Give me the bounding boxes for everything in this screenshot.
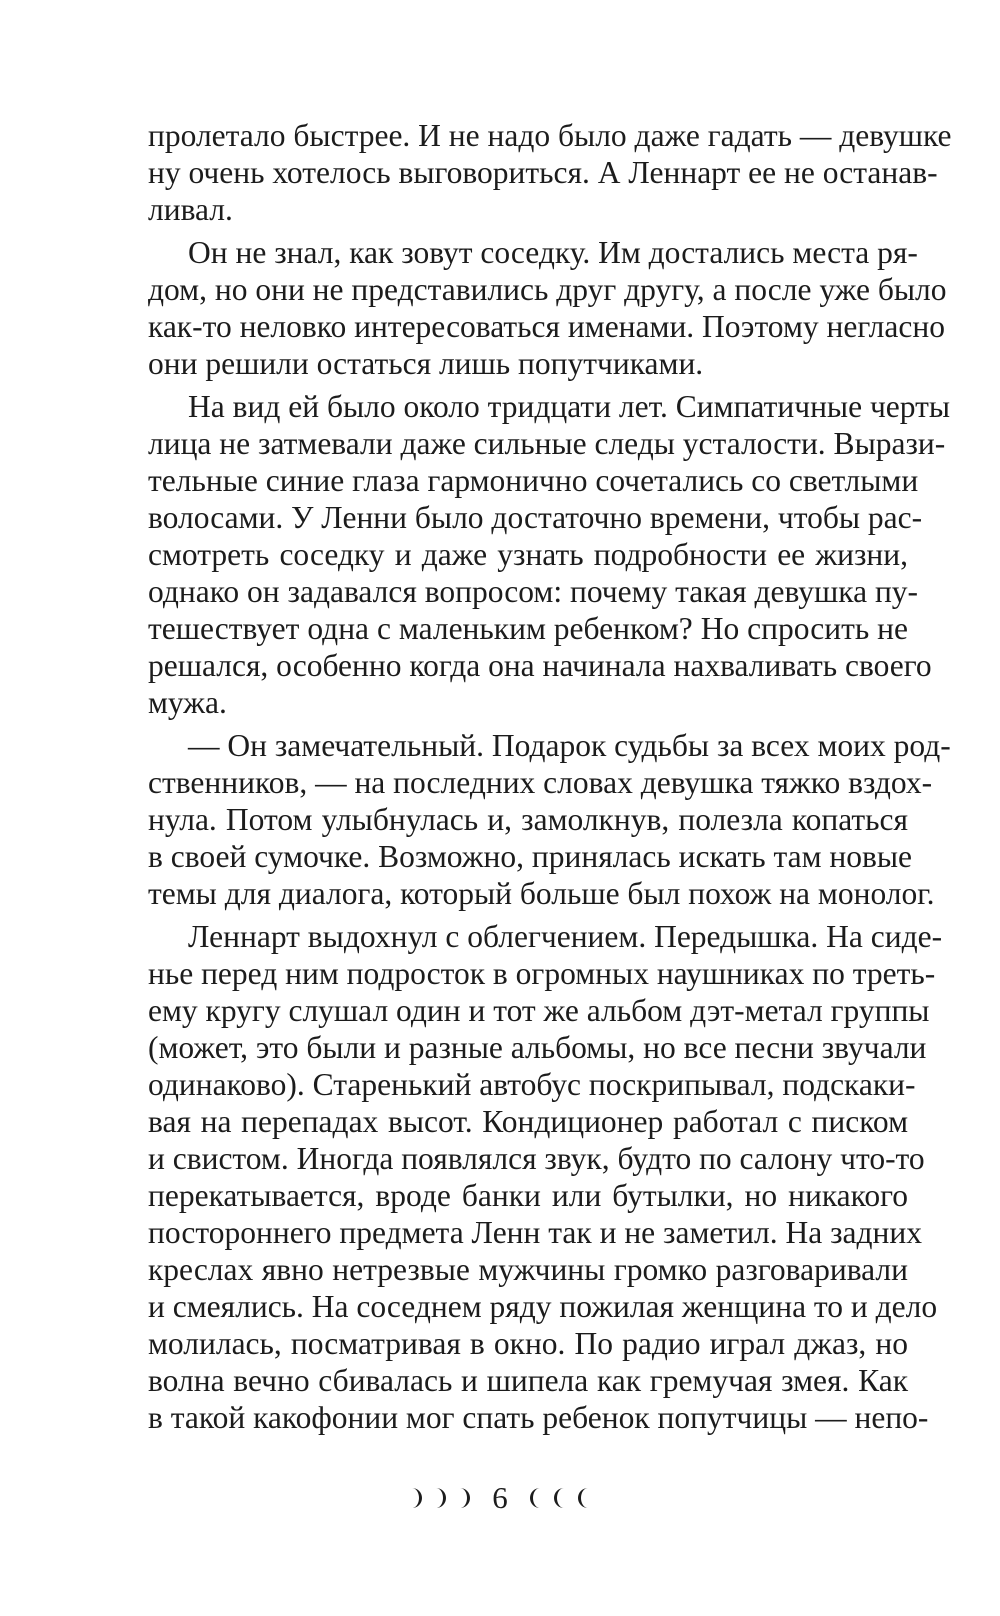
text-line: пролетало быстрее. И не надо было даже гадать — девушке (148, 118, 952, 153)
crescent-moons-left-icon (524, 1486, 594, 1510)
text-line: Он не знал, как зовут соседку. Им достались места ря- (188, 235, 918, 270)
text-line: смотреть соседку и даже узнать подробности ее жизни, (148, 537, 908, 572)
page-number: 6 (492, 1480, 508, 1515)
text-line: На вид ей было около тридцати лет. Симпатичные черты (188, 389, 951, 424)
text-line: ну очень хотелось выговориться. А Леннарт ее не останав- (148, 155, 938, 190)
text-line: дом, но они не представились друг другу, а после уже было (148, 272, 947, 307)
text-line: ственников, — на последних словах девушка тяжко вздох- (148, 765, 933, 800)
text-line: волосами. У Ленни было достаточно времени, чтобы рас- (148, 500, 923, 535)
text-line: в такой какофонии мог спать ребенок попутчицы — непо- (148, 1400, 929, 1435)
paragraph (148, 727, 951, 912)
body-text (148, 117, 952, 1436)
text-line: ему кругу слушал один и тот же альбом дэт-метал группы (148, 993, 930, 1028)
text-line: одинаково). Старенький автобус поскрипывал, подскаки- (148, 1067, 916, 1102)
text-line: темы для диалога, который больше был похож на монолог. (148, 876, 935, 911)
text-line: мужа. (148, 685, 227, 720)
text-line: в своей сумочке. Возможно, принялась искать там новые (148, 839, 913, 874)
text-line: нула. Потом улыбнулась и, замолкнув, полезла копаться (148, 802, 908, 837)
text-line: как-то неловко интересоваться именами. Поэтому негласно (148, 309, 945, 344)
text-line: перекатывается, вроде банки или бутылки, но никакого (148, 1178, 908, 1213)
paragraph (148, 388, 951, 721)
paragraph (148, 234, 947, 382)
text-line: они решили остаться лишь попутчиками. (148, 346, 704, 381)
text-line: и свистом. Иногда появлялся звук, будто по салону что-то (148, 1141, 925, 1176)
text-line: волна вечно сбивалась и шипела как гремучая змея. Как (148, 1363, 908, 1398)
text-line: — Он замечательный. Подарок судьбы за всех моих род- (188, 728, 951, 763)
text-line: лица не затмевали даже сильные следы усталости. Вырази- (148, 426, 946, 461)
text-line: ливал. (148, 192, 233, 227)
text-line: постороннего предмета Ленн так и не заметил. На задних (148, 1215, 922, 1250)
text-line: креслах явно нетрезвые мужчины громко разговаривали (148, 1252, 908, 1287)
text-line: однако он задавался вопросом: почему такая девушка пу- (148, 574, 919, 609)
text-line: нье перед ним подросток в огромных наушниках по треть- (148, 956, 936, 991)
paragraph (148, 918, 943, 1436)
text-line: (может, это были и разные альбомы, но все песни звучали (148, 1030, 927, 1065)
page-footer (0, 1478, 1000, 1518)
text-line: молилась, посматривая в окно. По радио играл джаз, но (148, 1326, 908, 1361)
text-line: тельные синие глаза гармонично сочетались со светлыми (148, 463, 919, 498)
text-line: вая на перепадах высот. Кондиционер работал с писком (148, 1104, 908, 1139)
paragraph (148, 117, 952, 228)
text-line: Леннарт выдохнул с облегчением. Передышка. На сиде- (188, 919, 943, 954)
text-line: тешествует одна с маленьким ребенком? Но спросить не (148, 611, 908, 646)
crescent-moons-right-icon (406, 1486, 476, 1510)
text-line: и смеялись. На соседнем ряду пожилая женщина то и дело (148, 1289, 938, 1324)
text-line: решался, особенно когда она начинала нахваливать своего (148, 648, 932, 683)
